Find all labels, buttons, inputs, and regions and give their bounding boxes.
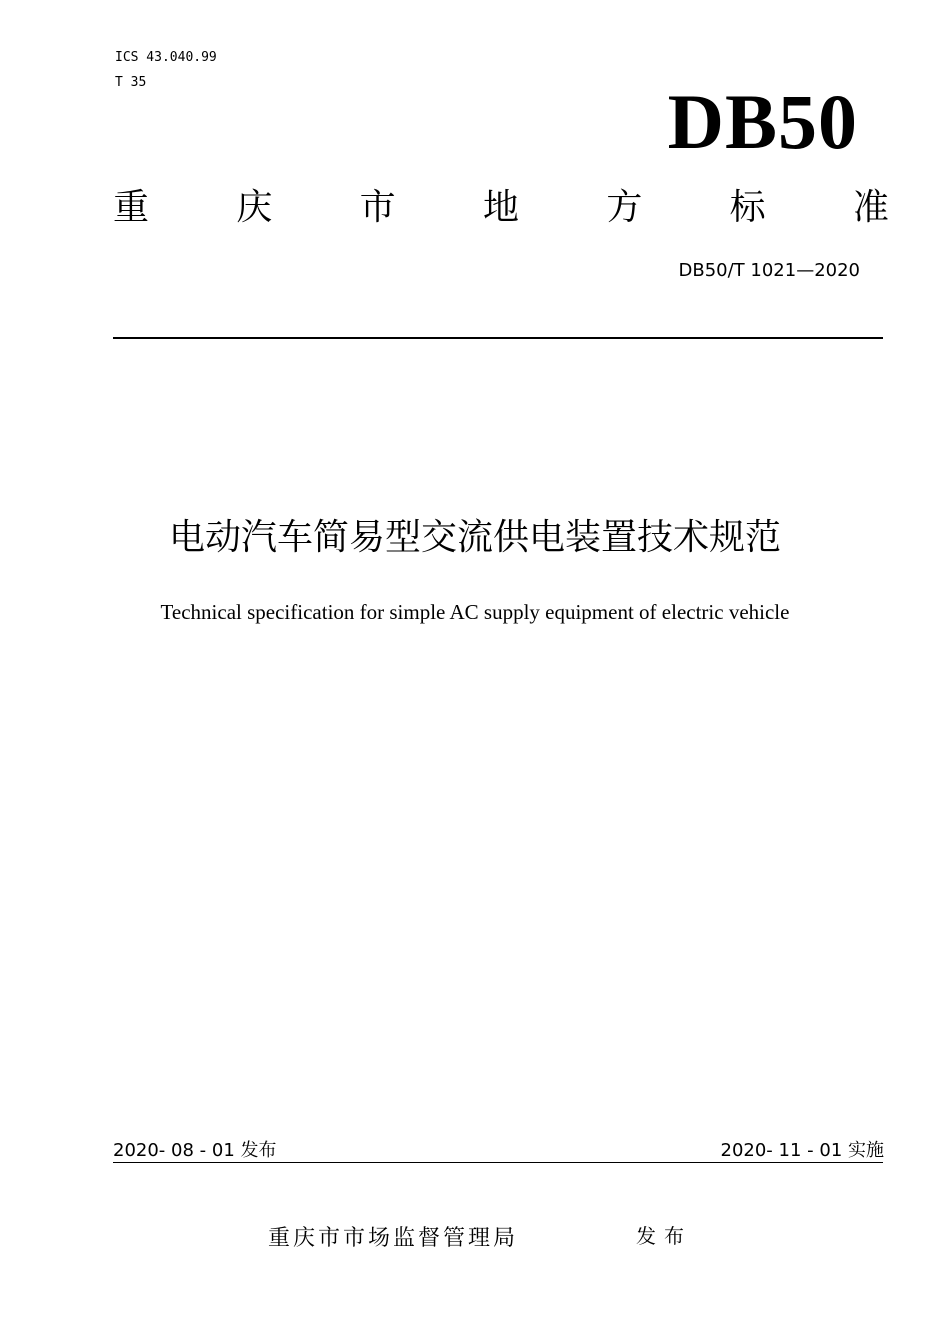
implementation-date: 2020- 11 - 01 实施: [720, 1140, 884, 1161]
ics-code: ICS 43.040.99: [115, 50, 217, 65]
header-divider: [113, 337, 883, 339]
title-english: Technical specification for simple AC supply equipment of electric vehicle: [160, 600, 790, 624]
title-chinese: 电动汽车简易型交流供电装置技术规范: [168, 517, 781, 558]
issue-word: 发布: [636, 1224, 692, 1248]
footer-divider: [113, 1162, 883, 1163]
standard-type-char: 方: [606, 187, 643, 228]
standard-logo: DB50: [667, 78, 858, 165]
issuing-authority: 重庆市市场监督管理局: [268, 1226, 519, 1251]
standard-number: DB50/T 1021—2020: [678, 260, 860, 281]
standard-type-char: 市: [359, 187, 396, 228]
standard-type-char: 准: [852, 187, 889, 228]
classification-code: T 35: [115, 75, 147, 90]
standard-type-char: 庆: [236, 187, 273, 228]
standard-type-char: 重: [113, 187, 150, 228]
issue-date: 2020- 08 - 01 发布: [113, 1140, 277, 1161]
standard-type: [113, 186, 889, 230]
standard-type-char: 标: [729, 187, 766, 228]
standard-type-char: 地: [482, 187, 519, 228]
